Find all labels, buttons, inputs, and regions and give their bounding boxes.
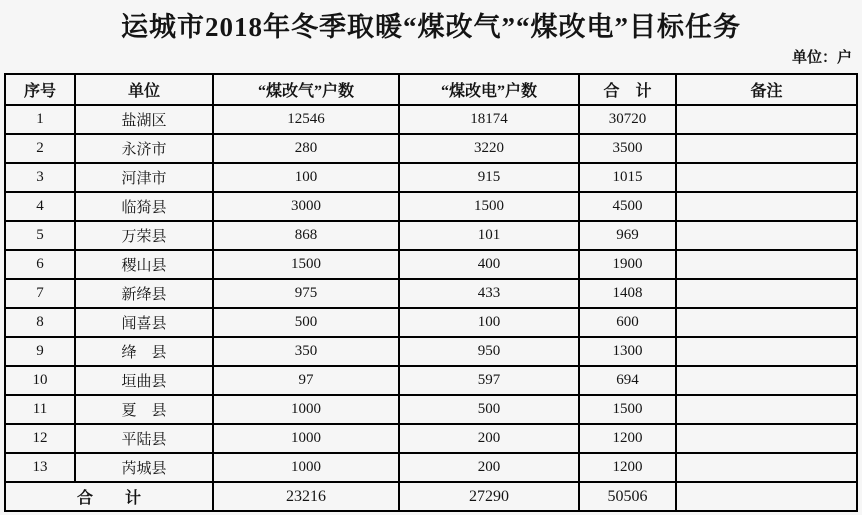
cell-gas: 975 [213, 279, 399, 308]
cell-total: 3500 [579, 134, 676, 163]
cell-seq: 10 [5, 366, 75, 395]
cell-remark [676, 279, 857, 308]
cell-remark [676, 105, 857, 134]
table-row [5, 192, 857, 221]
table-row [5, 250, 857, 279]
cell-gas: 100 [213, 163, 399, 192]
table-row [5, 221, 857, 250]
cell-electric: 200 [399, 424, 579, 453]
cell-remark [676, 337, 857, 366]
cell-electric: 1500 [399, 192, 579, 221]
cell-gas: 12546 [213, 105, 399, 134]
cell-remark [676, 250, 857, 279]
table-row [5, 308, 857, 337]
cell-total: 1900 [579, 250, 676, 279]
cell-seq: 4 [5, 192, 75, 221]
total-row [5, 482, 857, 511]
cell-gas: 3000 [213, 192, 399, 221]
cell-seq: 13 [5, 453, 75, 482]
cell-gas: 350 [213, 337, 399, 366]
total-cell-remark [676, 482, 857, 511]
cell-electric: 915 [399, 163, 579, 192]
cell-remark [676, 424, 857, 453]
cell-remark [676, 192, 857, 221]
cell-total: 1200 [579, 453, 676, 482]
cell-electric: 200 [399, 453, 579, 482]
table-row [5, 105, 857, 134]
cell-total: 969 [579, 221, 676, 250]
header-total: 合 计 [579, 74, 676, 105]
cell-unit: 万荣县 [75, 221, 213, 250]
cell-total: 600 [579, 308, 676, 337]
cell-seq: 12 [5, 424, 75, 453]
cell-seq: 9 [5, 337, 75, 366]
cell-remark [676, 395, 857, 424]
cell-unit: 新绛县 [75, 279, 213, 308]
table-row [5, 337, 857, 366]
cell-unit: 河津市 [75, 163, 213, 192]
cell-gas: 1000 [213, 424, 399, 453]
cell-seq: 6 [5, 250, 75, 279]
cell-total: 1200 [579, 424, 676, 453]
table-row [5, 453, 857, 482]
header-row [5, 74, 857, 105]
cell-gas: 500 [213, 308, 399, 337]
cell-seq: 8 [5, 308, 75, 337]
table-body [5, 105, 857, 511]
header-unit: 单位 [75, 74, 213, 105]
cell-unit: 闻喜县 [75, 308, 213, 337]
cell-seq: 3 [5, 163, 75, 192]
cell-remark [676, 453, 857, 482]
cell-remark [676, 163, 857, 192]
cell-electric: 950 [399, 337, 579, 366]
cell-unit: 夏 县 [75, 395, 213, 424]
cell-electric: 433 [399, 279, 579, 308]
cell-electric: 400 [399, 250, 579, 279]
page-title: 运城市2018年冬季取暖“煤改气”“煤改电”目标任务 [121, 12, 741, 42]
cell-seq: 1 [5, 105, 75, 134]
cell-total: 1300 [579, 337, 676, 366]
cell-total: 1015 [579, 163, 676, 192]
table-row [5, 134, 857, 163]
cell-electric: 500 [399, 395, 579, 424]
cell-gas: 1500 [213, 250, 399, 279]
cell-total: 4500 [579, 192, 676, 221]
table-row [5, 366, 857, 395]
cell-unit: 平陆县 [75, 424, 213, 453]
header-remark: 备注 [676, 74, 857, 105]
cell-remark [676, 308, 857, 337]
table-row [5, 279, 857, 308]
cell-electric: 3220 [399, 134, 579, 163]
cell-gas: 1000 [213, 453, 399, 482]
total-cell-gas: 23216 [213, 482, 399, 511]
table-row [5, 395, 857, 424]
cell-unit: 垣曲县 [75, 366, 213, 395]
header-electric: “煤改电”户数 [399, 74, 579, 105]
header-seq: 序号 [5, 74, 75, 105]
cell-electric: 100 [399, 308, 579, 337]
cell-electric: 18174 [399, 105, 579, 134]
cell-unit: 芮城县 [75, 453, 213, 482]
cell-unit: 永济市 [75, 134, 213, 163]
cell-electric: 597 [399, 366, 579, 395]
cell-total: 1408 [579, 279, 676, 308]
unit-label: 单位：户 [791, 50, 852, 66]
header-gas: “煤改气”户数 [213, 74, 399, 105]
target-task-table [4, 73, 858, 512]
cell-unit: 绛 县 [75, 337, 213, 366]
total-cell-total: 50506 [579, 482, 676, 511]
table-row [5, 163, 857, 192]
cell-remark [676, 221, 857, 250]
cell-unit: 稷山县 [75, 250, 213, 279]
cell-total: 30720 [579, 105, 676, 134]
cell-unit: 临猗县 [75, 192, 213, 221]
cell-unit: 盐湖区 [75, 105, 213, 134]
cell-total: 694 [579, 366, 676, 395]
cell-seq: 11 [5, 395, 75, 424]
cell-electric: 101 [399, 221, 579, 250]
cell-seq: 7 [5, 279, 75, 308]
cell-seq: 5 [5, 221, 75, 250]
cell-gas: 97 [213, 366, 399, 395]
cell-gas: 1000 [213, 395, 399, 424]
total-label: 合 计 [5, 482, 213, 511]
total-cell-electric: 27290 [399, 482, 579, 511]
cell-total: 1500 [579, 395, 676, 424]
cell-gas: 868 [213, 221, 399, 250]
table-row [5, 424, 857, 453]
cell-gas: 280 [213, 134, 399, 163]
cell-seq: 2 [5, 134, 75, 163]
cell-remark [676, 134, 857, 163]
cell-remark [676, 366, 857, 395]
